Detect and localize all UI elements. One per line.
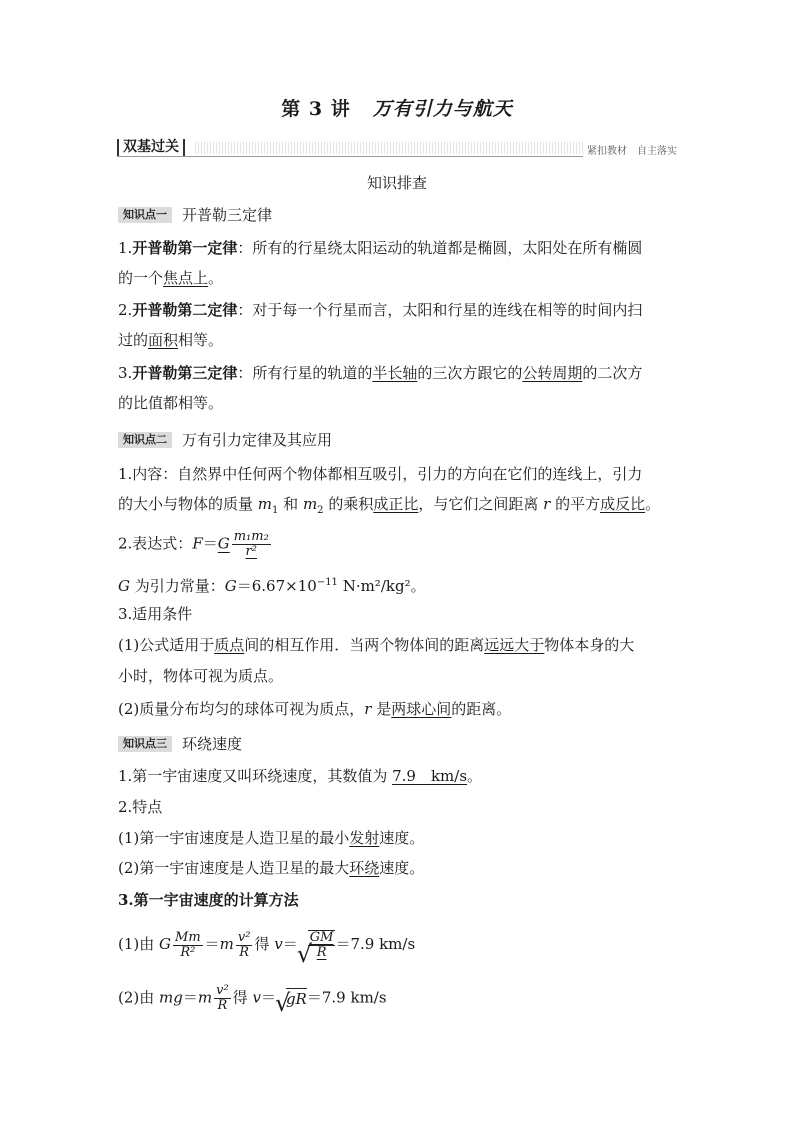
text: 间的相互作用．当两个物体间的距离 xyxy=(244,636,485,654)
kp1-law2-line2 xyxy=(118,330,223,350)
text: 1. xyxy=(118,239,133,257)
subheading: 知识排查 xyxy=(366,174,427,192)
text: ：对于每一个行星而言，太阳和行星的连线在相等的时间内扫 xyxy=(237,301,643,319)
text: (2)质量分布均匀的球体可视为质点， xyxy=(118,700,365,718)
var: m xyxy=(219,935,234,953)
text: ＝ xyxy=(260,988,276,1007)
section-bar xyxy=(117,138,677,157)
kp1-law2-line1 xyxy=(118,300,642,320)
text: 为引力常量： xyxy=(129,577,225,595)
numerator: v² xyxy=(237,929,251,945)
text: N·m²/kg²。 xyxy=(337,577,426,595)
text: 的乘积 xyxy=(323,495,374,513)
kp3-method1 xyxy=(118,930,415,960)
text: 过的 xyxy=(118,331,149,349)
answer-blank: 两球心间 xyxy=(391,700,452,718)
kp1-heading-line xyxy=(118,205,272,225)
answer-blank: 半长轴 xyxy=(372,364,418,382)
answer-blank: 7.9 km/s xyxy=(392,767,468,785)
kp3-method2 xyxy=(118,984,387,1013)
kp2-gconst-line xyxy=(118,573,426,596)
text: (2)由 xyxy=(118,988,160,1007)
text: 和 xyxy=(278,495,303,513)
var: G xyxy=(159,935,172,953)
exponent: −11 xyxy=(316,577,338,588)
numerator: v² xyxy=(216,983,229,998)
kp3-badge: 知识点三 xyxy=(118,736,172,752)
lecture-number: 第 3 讲 xyxy=(281,98,351,120)
text: 的大小与物体的质量 xyxy=(118,495,258,513)
kp3-features-title: 2.特点 xyxy=(118,798,163,816)
var: G xyxy=(118,577,130,595)
var: G xyxy=(224,577,237,595)
text: 的二次方 xyxy=(582,364,643,382)
text: 的三次方跟它的 xyxy=(417,364,523,382)
kp1-law1-line2 xyxy=(118,268,223,288)
text: 的比值都相等。 xyxy=(118,394,224,412)
page-title xyxy=(0,94,794,121)
text: ＝7.9 km/s xyxy=(306,988,387,1007)
text: 的距离。 xyxy=(451,700,512,718)
answer-blank: 焦点上 xyxy=(163,269,209,287)
law-name: 开普勒第三定律 xyxy=(132,364,238,382)
text: ，与它们之间距离 xyxy=(418,495,544,513)
text: ：所有行星的轨道的 xyxy=(237,364,373,382)
text: ＝7.9 km/s xyxy=(335,935,416,953)
text: (1)由 xyxy=(118,935,160,953)
text: 2. xyxy=(118,301,133,319)
text: 2.表达式： xyxy=(118,534,193,553)
text: 。 xyxy=(645,495,661,513)
kp3-calc-title: 3.第一宇宙速度的计算方法 xyxy=(118,891,299,909)
text: 速度。 xyxy=(379,859,425,877)
answer-blank: 发射 xyxy=(349,829,380,847)
var: r xyxy=(543,495,551,513)
answer-blank: 面积 xyxy=(148,331,179,349)
text: ＝6.67×10 xyxy=(236,577,317,595)
answer-blank: 成正比 xyxy=(373,495,419,513)
var: mg xyxy=(159,988,183,1007)
numerator: √ GM xyxy=(309,930,334,945)
kp1-law1-line1 xyxy=(118,238,642,258)
text: 相等。 xyxy=(178,331,224,349)
denominator: R² xyxy=(180,944,196,960)
var: v xyxy=(274,935,283,953)
kp2-cond1-line1 xyxy=(118,635,634,655)
radicand: gR xyxy=(285,990,307,1008)
law-name: 开普勒第二定律 xyxy=(132,301,238,319)
text: 1.第一宇宙速度又叫环绕速度，其数值为 xyxy=(118,767,393,785)
kp3-heading: 环绕速度 xyxy=(182,735,243,753)
sub: 1 xyxy=(272,505,279,516)
text: ＝ xyxy=(204,935,220,953)
var: m xyxy=(302,495,318,513)
kp2-content-line1: 1.内容：自然界中任何两个物体都相互吸引，引力的方向在它们的连线上，引力 xyxy=(118,465,643,483)
text: 。 xyxy=(208,269,224,287)
text: ＝ xyxy=(282,935,298,953)
var: F xyxy=(192,534,203,553)
fraction xyxy=(173,931,203,960)
kp3-speed-line xyxy=(118,766,482,786)
kp2-badge: 知识点二 xyxy=(118,432,172,448)
section-label: 双基过关 xyxy=(117,139,185,156)
text: 得 xyxy=(232,988,253,1007)
answer-blank: 成反比 xyxy=(600,495,646,513)
var: r xyxy=(364,700,372,718)
text: ＝ xyxy=(202,534,218,553)
text: (1)公式适用于 xyxy=(118,636,215,654)
text: 3. xyxy=(118,364,133,382)
answer-blank: 质点 xyxy=(214,636,245,654)
var: m xyxy=(197,988,213,1007)
text: 。 xyxy=(467,767,483,785)
section-note: 紧扣教材 自主落实 xyxy=(583,142,677,157)
answer-blank: G xyxy=(217,534,230,553)
denominator: R xyxy=(316,945,327,960)
answer-blank: 环绕 xyxy=(349,859,380,877)
sub: 2 xyxy=(317,505,324,516)
fraction xyxy=(236,931,253,960)
text: ：所有的行星绕太阳运动的轨道都是椭圆，太阳处在所有椭圆 xyxy=(237,239,643,257)
text: (1)第一宇宙速度是人造卫星的最小 xyxy=(118,829,350,847)
fraction xyxy=(214,984,231,1013)
var: v xyxy=(252,988,261,1007)
kp2-cond2-line xyxy=(118,699,511,719)
kp1-law3-line2 xyxy=(118,393,223,413)
text: 的一个 xyxy=(118,269,164,287)
kp1-badge: 知识点一 xyxy=(118,207,172,223)
denominator: R xyxy=(217,998,228,1013)
numerator: Mm xyxy=(175,929,201,945)
kp2-expression-line xyxy=(118,530,273,559)
denominator: r² xyxy=(245,544,257,559)
text: 是 xyxy=(371,700,392,718)
kp2-heading: 万有引力定律及其应用 xyxy=(182,431,333,449)
text: (2)第一宇宙速度是人造卫星的最大 xyxy=(118,859,350,877)
kp3-feature2 xyxy=(118,858,424,878)
answer-blank: 远远大于 xyxy=(484,636,545,654)
law-name: 开普勒第一定律 xyxy=(132,239,238,257)
answer-blank: 公转周期 xyxy=(522,364,583,382)
kp2-cond1-line2: 小时，物体可视为质点。 xyxy=(118,667,284,685)
gravity-fraction xyxy=(232,530,271,559)
text: 的平方 xyxy=(550,495,601,513)
kp2-conditions-title: 3.适用条件 xyxy=(118,605,193,623)
var: m xyxy=(257,495,273,513)
kp3-feature1 xyxy=(118,828,424,848)
text: 速度。 xyxy=(379,829,425,847)
kp2-heading-line xyxy=(118,430,332,450)
text: 物体本身的大 xyxy=(544,636,635,654)
kp1-law3-line1 xyxy=(118,363,642,383)
fraction xyxy=(308,931,336,960)
text: ＝ xyxy=(182,988,198,1007)
sqrt xyxy=(308,930,336,960)
sqrt xyxy=(286,988,307,1009)
kp2-content-line2 xyxy=(118,494,660,521)
lecture-topic: 万有引力与航天 xyxy=(372,98,513,120)
numerator: m₁m₂ xyxy=(233,529,269,544)
kp1-heading: 开普勒三定律 xyxy=(182,206,273,224)
kp3-heading-line xyxy=(118,734,242,754)
denominator: R xyxy=(239,944,250,960)
text: 得 xyxy=(254,935,275,953)
